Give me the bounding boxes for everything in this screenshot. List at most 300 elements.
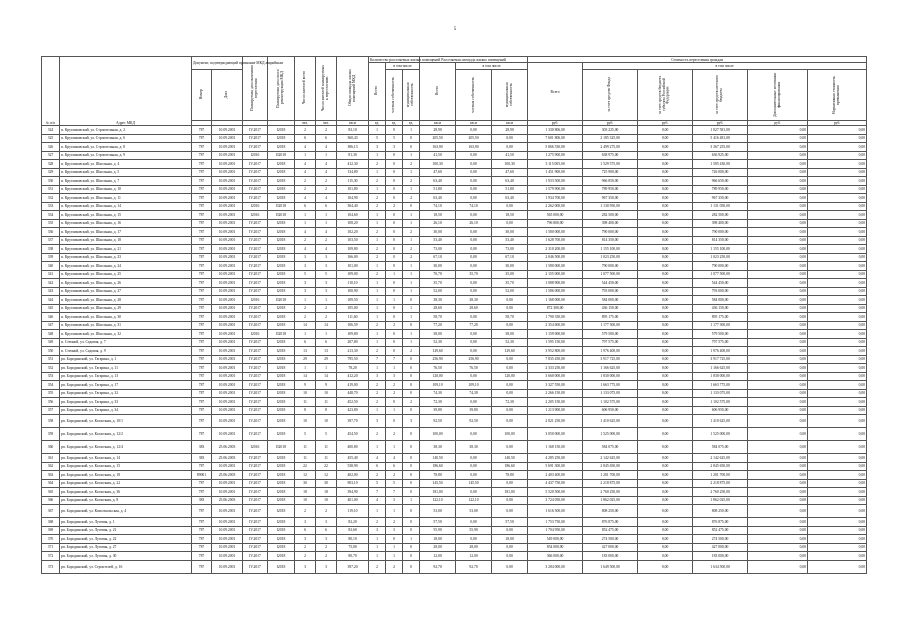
row-cost-budget-local: 1 023 250,00 bbox=[693, 253, 748, 262]
row-residents: 10 bbox=[295, 496, 316, 505]
row-doc-number: 787 bbox=[192, 552, 212, 561]
unit-cell: руб. bbox=[638, 121, 693, 126]
table-row bbox=[42, 389, 867, 398]
row-count-total: 2 bbox=[369, 560, 386, 573]
row-cost-total: 3 327 550,00 bbox=[528, 381, 583, 390]
row-residents-planned: 18 bbox=[316, 488, 337, 497]
row-residents: 2 bbox=[295, 313, 316, 322]
row-doc-date: 10.09.2001 bbox=[212, 355, 243, 364]
row-planned-date: IV.2017 bbox=[243, 287, 268, 296]
row-planned-date: IV.2017 bbox=[243, 270, 268, 279]
row-area-private: 12,00 bbox=[456, 552, 492, 561]
row-total-area: 213,30 bbox=[337, 347, 369, 356]
row-count-private: 1 bbox=[386, 543, 403, 552]
row-cost-budget-subject: 0,00 bbox=[638, 462, 693, 471]
row-count-private: 2 bbox=[386, 202, 403, 211]
row-number: 362 bbox=[42, 462, 60, 471]
row-cost-extra: 0,00 bbox=[748, 454, 808, 463]
row-area-private: 0,00 bbox=[456, 177, 492, 186]
row-count-private: 5 bbox=[386, 134, 403, 143]
row-area-total: 73,00 bbox=[420, 245, 456, 254]
row-cost-total: 1 790 350,00 bbox=[528, 313, 583, 322]
row-count-municipal: 0 bbox=[403, 543, 420, 552]
area-municipal-header: муниципальная собственность bbox=[492, 70, 528, 121]
row-cost-over: 0,00 bbox=[808, 415, 867, 428]
row-demolition-date: I2018 bbox=[268, 279, 295, 288]
row-cost-over: 0,00 bbox=[808, 560, 867, 573]
col-document-group-header: Документ, подтверждающий признание МКД аварийным bbox=[192, 57, 243, 70]
row-cost-budget-subject: 0,00 bbox=[638, 228, 693, 237]
row-number: 354 bbox=[42, 381, 60, 390]
row-doc-date: 10.09.2001 bbox=[212, 211, 243, 220]
row-count-total: 2 bbox=[369, 177, 386, 186]
row-doc-number: 787 bbox=[192, 535, 212, 544]
row-cost-over: 0,00 bbox=[808, 126, 867, 135]
row-count-private: 3 bbox=[386, 496, 403, 505]
row-count-total: 3 bbox=[369, 372, 386, 381]
unit-cell: кв.м bbox=[456, 121, 492, 126]
row-area-total: 92,50 bbox=[420, 415, 456, 428]
row-count-municipal: 0 bbox=[403, 479, 420, 488]
row-demolition-date: I2018 bbox=[268, 415, 295, 428]
row-count-municipal: 1 bbox=[403, 313, 420, 322]
row-cost-budget-local: 427 000,00 bbox=[693, 543, 748, 552]
row-cost-total: 1 704 950,00 bbox=[528, 526, 583, 535]
row-area-private: 0,00 bbox=[456, 253, 492, 262]
row-doc-number: 787 bbox=[192, 279, 212, 288]
row-area-total: 77,20 bbox=[420, 321, 456, 330]
table-row bbox=[42, 202, 867, 211]
row-address: рп. Бородинский, ул. Колхозная, д. 12/2 bbox=[60, 428, 192, 441]
unit-cell: кв.м bbox=[420, 121, 456, 126]
row-total-area: 104,60 bbox=[337, 211, 369, 220]
row-planned-date: IV.2017 bbox=[243, 338, 268, 347]
row-planned-date: IV.2017 bbox=[243, 143, 268, 152]
row-planned-date: I2016 bbox=[243, 441, 268, 454]
row-total-area: 412,20 bbox=[337, 372, 369, 381]
row-total-area: 75,00 bbox=[337, 543, 369, 552]
row-doc-number: 787 bbox=[192, 462, 212, 471]
row-area-private: 205,50 bbox=[456, 134, 492, 143]
row-address: п. Кругликовский, ул. Школьная, д. 27 bbox=[60, 287, 192, 296]
row-cost-extra: 0,00 bbox=[748, 505, 808, 518]
row-count-private: 3 bbox=[386, 372, 403, 381]
row-cost-budget-local: 584 075,00 bbox=[693, 441, 748, 454]
row-doc-date: 10.09.2001 bbox=[212, 236, 243, 245]
row-area-total: 72,30 bbox=[420, 398, 456, 407]
row-total-area: 166,00 bbox=[337, 253, 369, 262]
row-cost-over: 0,00 bbox=[808, 202, 867, 211]
row-address: п. Кругликовский, ул. Школьная, д. 26 bbox=[60, 279, 192, 288]
row-residents: 6 bbox=[295, 526, 316, 535]
row-address: п. Кругликовский, ул. Школьная, д. 21 bbox=[60, 245, 192, 254]
row-cost-extra: 0,00 bbox=[748, 262, 808, 271]
row-residents-planned: 22 bbox=[316, 462, 337, 471]
row-cost-budget-subject: 0,00 bbox=[638, 488, 693, 497]
row-number: 349 bbox=[42, 338, 60, 347]
row-doc-number: 787 bbox=[192, 287, 212, 296]
row-residents-planned: 8 bbox=[316, 406, 337, 415]
row-count-private: 0 bbox=[386, 330, 403, 339]
row-count-private: 0 bbox=[386, 126, 403, 135]
row-demolition-date: II2018 bbox=[268, 151, 295, 160]
row-cost-fund: 2 142 625,00 bbox=[583, 454, 638, 463]
row-total-area: 78,20 bbox=[337, 364, 369, 373]
row-count-private: 0 bbox=[386, 185, 403, 194]
row-cost-total: 4 285 250,00 bbox=[528, 454, 583, 463]
row-count-private: 1 bbox=[386, 270, 403, 279]
row-number: 332 bbox=[42, 194, 60, 203]
row-number: 342 bbox=[42, 279, 60, 288]
row-doc-date: 10.09.2001 bbox=[212, 462, 243, 471]
row-cost-extra: 0,00 bbox=[748, 219, 808, 228]
row-number: 341 bbox=[42, 270, 60, 279]
row-area-private: 0,00 bbox=[456, 194, 492, 203]
row-address: рп. Бородинский, ул. Гагарина, д. 17 bbox=[60, 381, 192, 390]
row-count-total: 1 bbox=[369, 338, 386, 347]
row-cost-extra: 0,00 bbox=[748, 304, 808, 313]
row-residents: 2 bbox=[295, 543, 316, 552]
row-total-area: 412,30 bbox=[337, 160, 369, 169]
row-cost-budget-subject: 0,00 bbox=[638, 560, 693, 573]
row-residents-planned: 30 bbox=[316, 479, 337, 488]
row-doc-number: 787 bbox=[192, 560, 212, 573]
row-doc-date: 10.09.2001 bbox=[212, 535, 243, 544]
row-count-municipal: 0 bbox=[403, 372, 420, 381]
row-area-private: 39,80 bbox=[456, 406, 492, 415]
row-cost-total: 1 753 750,00 bbox=[528, 518, 583, 527]
row-area-total: 122,10 bbox=[420, 496, 456, 505]
row-area-municipal: 0,00 bbox=[492, 560, 528, 573]
row-planned-date: IV.2017 bbox=[243, 518, 268, 527]
row-area-municipal: 0,00 bbox=[492, 202, 528, 211]
row-cost-over: 0,00 bbox=[808, 270, 867, 279]
row-residents-planned: 2 bbox=[316, 313, 337, 322]
row-count-private: 2 bbox=[386, 389, 403, 398]
row-cost-fund: 2 185 325,00 bbox=[583, 134, 638, 143]
row-area-private: 0,00 bbox=[456, 168, 492, 177]
row-cost-budget-subject: 0,00 bbox=[638, 441, 693, 454]
row-residents: 1 bbox=[295, 219, 316, 228]
row-cost-total: 2 046 500,00 bbox=[528, 253, 583, 262]
row-address: п. Кругликовский, ул. Школьная, д. 7 bbox=[60, 177, 192, 186]
table-row bbox=[42, 185, 867, 194]
row-planned-date: IV.2017 bbox=[243, 471, 268, 480]
row-cost-total: 2 333 250,00 bbox=[528, 364, 583, 373]
col-planned-demolition-header: Планируемая дата сноса/реконструкции МКД bbox=[268, 57, 295, 121]
register-rows bbox=[42, 126, 867, 574]
row-cost-total: 1 213 900,00 bbox=[528, 406, 583, 415]
row-doc-date: 10.09.2001 bbox=[212, 488, 243, 497]
row-area-total: 100,30 bbox=[420, 160, 456, 169]
row-count-municipal: 0 bbox=[403, 296, 420, 305]
row-area-total: 74,30 bbox=[420, 389, 456, 398]
row-residents-planned: 12 bbox=[316, 471, 337, 480]
row-address: рп. Бородинский, ул. Колхозная, д. 18 bbox=[60, 471, 192, 480]
row-doc-date: 10.09.2001 bbox=[212, 552, 243, 561]
row-cost-budget-subject: 0,00 bbox=[638, 185, 693, 194]
row-count-municipal: 0 bbox=[403, 202, 420, 211]
row-residents: 11 bbox=[295, 454, 316, 463]
row-residents-planned: 10 bbox=[316, 496, 337, 505]
row-count-municipal: 1 bbox=[403, 168, 420, 177]
row-residents: 1 bbox=[295, 211, 316, 220]
row-count-total: 7 bbox=[369, 355, 386, 364]
row-count-total: 1 bbox=[369, 313, 386, 322]
row-planned-date: I2016 bbox=[243, 296, 268, 305]
row-area-private: 0,00 bbox=[456, 151, 492, 160]
col-total-area-header: Общая площадь жилых помещений МКД bbox=[337, 57, 369, 121]
row-cost-budget-subject: 0,00 bbox=[638, 428, 693, 441]
row-area-private: 0,00 bbox=[456, 245, 492, 254]
row-number: 340 bbox=[42, 262, 60, 271]
cost-fund-header: за счет средств Фонда bbox=[583, 70, 638, 121]
row-number: 360 bbox=[42, 441, 60, 454]
row-address: рп. Бородинский, ул. Строителей, д. 16 bbox=[60, 560, 192, 573]
row-cost-budget-local: 2 760 250,00 bbox=[693, 488, 748, 497]
row-residents: 10 bbox=[295, 415, 316, 428]
row-count-total: 1 bbox=[369, 441, 386, 454]
row-area-municipal: 140,50 bbox=[492, 454, 528, 463]
row-total-area: 81,30 bbox=[337, 151, 369, 160]
row-demolition-date: I2018 bbox=[268, 535, 295, 544]
row-cost-budget-local: 852 475,00 bbox=[693, 526, 748, 535]
row-cost-budget-local: 1 133 075,00 bbox=[693, 389, 748, 398]
row-doc-number: 787 bbox=[192, 134, 212, 143]
row-count-total: 2 bbox=[369, 518, 386, 527]
row-total-area: 100,90 bbox=[337, 287, 369, 296]
row-count-total: 1 bbox=[369, 185, 386, 194]
row-cost-over: 0,00 bbox=[808, 535, 867, 544]
row-count-private: 5 bbox=[386, 479, 403, 488]
row-area-private: 0,00 bbox=[456, 338, 492, 347]
row-count-private: 0 bbox=[386, 287, 403, 296]
row-number: 338 bbox=[42, 245, 60, 254]
row-residents: 5 bbox=[295, 270, 316, 279]
row-residents: 3 bbox=[295, 279, 316, 288]
row-address: п. Кругликовский, ул. Строительная, д. 9 bbox=[60, 151, 192, 160]
row-residents: 29 bbox=[295, 355, 316, 364]
row-doc-date: 10.09.2001 bbox=[212, 543, 243, 552]
row-residents: 4 bbox=[295, 143, 316, 152]
row-area-private: 0,00 bbox=[456, 287, 492, 296]
row-number: 333 bbox=[42, 202, 60, 211]
row-cost-budget-subject: 0,00 bbox=[638, 296, 693, 305]
row-area-private: 35,70 bbox=[456, 270, 492, 279]
row-residents: 4 bbox=[295, 160, 316, 169]
row-residents: 14 bbox=[295, 321, 316, 330]
row-residents: 13 bbox=[295, 347, 316, 356]
row-cost-budget-subject: 0,00 bbox=[638, 219, 693, 228]
row-doc-number: 787 bbox=[192, 406, 212, 415]
row-residents-planned: 3 bbox=[316, 560, 337, 573]
row-residents: 3 bbox=[295, 253, 316, 262]
row-address: рп. Бородинский, ул. Гагарина, д. 32 bbox=[60, 389, 192, 398]
row-area-total: 51,80 bbox=[420, 185, 456, 194]
row-area-municipal: 0,00 bbox=[492, 321, 528, 330]
row-cost-total: 5 691 300,00 bbox=[528, 462, 583, 471]
row-residents: 1 bbox=[295, 364, 316, 373]
row-doc-date: 10.09.2001 bbox=[212, 270, 243, 279]
row-address: рп. Бородинский, ул. Колхозная, д. 12/4 bbox=[60, 441, 192, 454]
count-group-header: Количество расселяемых жилых помещений bbox=[370, 57, 441, 62]
row-cost-extra: 0,00 bbox=[748, 253, 808, 262]
row-count-municipal: 1 bbox=[403, 338, 420, 347]
row-address: п. Кругликовский, ул. Школьная, д. 24 bbox=[60, 262, 192, 271]
row-residents: 12 bbox=[295, 471, 316, 480]
row-area-private: 38,30 bbox=[456, 441, 492, 454]
row-address: рп. Бородинский, ул. Гагарина, д. 13 bbox=[60, 372, 192, 381]
table-row bbox=[42, 151, 867, 160]
row-residents-planned: 11 bbox=[316, 398, 337, 407]
row-address: п. Кругликовский, ул. Школьная, д. 5 bbox=[60, 168, 192, 177]
row-planned-date: IV.2017 bbox=[243, 321, 268, 330]
row-number: 359 bbox=[42, 428, 60, 441]
row-cost-total: 2 262 000,00 bbox=[528, 202, 583, 211]
row-count-municipal: 1 bbox=[403, 219, 420, 228]
row-count-private: 0 bbox=[386, 168, 403, 177]
row-residents-planned: 2 bbox=[316, 126, 337, 135]
row-total-area: 454,50 bbox=[337, 428, 369, 441]
row-cost-budget-local: 1 201 700,00 bbox=[693, 471, 748, 480]
row-cost-budget-local: 790 000,00 bbox=[693, 262, 748, 271]
row-demolition-date: I2018 bbox=[268, 488, 295, 497]
row-total-area: 397,70 bbox=[337, 415, 369, 428]
row-cost-fund: 1 177 300,00 bbox=[583, 321, 638, 330]
row-total-area: 795,50 bbox=[337, 355, 369, 364]
row-doc-number: 787 bbox=[192, 415, 212, 428]
row-count-private: 7 bbox=[386, 488, 403, 497]
row-residents: 5 bbox=[295, 428, 316, 441]
row-residents-planned: 2 bbox=[316, 177, 337, 186]
row-cost-total: 4 437 750,00 bbox=[528, 479, 583, 488]
row-cost-budget-local: 5 416 481,00 bbox=[693, 134, 748, 143]
row-number: 371 bbox=[42, 543, 60, 552]
row-cost-over: 0,00 bbox=[808, 355, 867, 364]
row-residents: 2 bbox=[295, 177, 316, 186]
row-area-private: 145,50 bbox=[456, 479, 492, 488]
row-area-total: 186,60 bbox=[420, 462, 456, 471]
row-doc-date: 10.09.2001 bbox=[212, 185, 243, 194]
row-planned-date: IV.2017 bbox=[243, 488, 268, 497]
unit-cell: ед. bbox=[369, 121, 386, 126]
row-count-total: 4 bbox=[369, 496, 386, 505]
table-row bbox=[42, 194, 867, 203]
row-count-total: 1 bbox=[369, 211, 386, 220]
row-area-municipal: 72,30 bbox=[492, 398, 528, 407]
row-cost-budget-subject: 0,00 bbox=[638, 151, 693, 160]
row-count-municipal: 0 bbox=[403, 462, 420, 471]
row-residents-planned: 3 bbox=[316, 253, 337, 262]
row-area-municipal: 78,80 bbox=[492, 471, 528, 480]
row-area-total: 28,90 bbox=[420, 126, 456, 135]
row-cost-total: 2 403 400,00 bbox=[528, 471, 583, 480]
row-count-total: 6 bbox=[369, 462, 386, 471]
row-doc-date: 10.09.2001 bbox=[212, 560, 243, 573]
table-row bbox=[42, 479, 867, 488]
row-count-municipal: 1 bbox=[403, 535, 420, 544]
table-row bbox=[42, 321, 867, 330]
table-row bbox=[42, 279, 867, 288]
row-cost-extra: 0,00 bbox=[748, 518, 808, 527]
row-cost-total: 2 205 150,00 bbox=[528, 398, 583, 407]
row-total-area: 119,10 bbox=[337, 505, 369, 518]
row-address: п. Кругликовский, ул. Школьная, д. 32 bbox=[60, 330, 192, 339]
row-demolition-date: I2018 bbox=[268, 381, 295, 390]
row-count-municipal: 2 bbox=[403, 347, 420, 356]
row-cost-total: 1 934 700,00 bbox=[528, 194, 583, 203]
row-area-total: 58,70 bbox=[420, 313, 456, 322]
col-planned-date-header: Планируемая дата окончания переселения bbox=[243, 57, 268, 121]
row-residents-planned: 3 bbox=[316, 262, 337, 271]
row-doc-date: 10.09.2001 bbox=[212, 415, 243, 428]
row-count-municipal: 0 bbox=[403, 364, 420, 373]
row-cost-budget-local: 1 862 025,00 bbox=[693, 496, 748, 505]
row-count-total: 1 bbox=[369, 219, 386, 228]
row-count-municipal: 2 bbox=[403, 160, 420, 169]
cost-total-header: Всего bbox=[528, 63, 583, 121]
row-demolition-date: I2018 bbox=[268, 389, 295, 398]
row-count-total: 2 bbox=[369, 194, 386, 203]
row-address: п. Кругликовский, ул. Школьная, д. 17 bbox=[60, 228, 192, 237]
row-area-total: 18,50 bbox=[420, 211, 456, 220]
row-number: 368 bbox=[42, 518, 60, 527]
row-planned-date: IV.2017 bbox=[243, 185, 268, 194]
row-planned-date: IV.2017 bbox=[243, 245, 268, 254]
row-count-municipal: 1 bbox=[403, 236, 420, 245]
row-cost-extra: 0,00 bbox=[748, 160, 808, 169]
row-cost-over: 0,00 bbox=[808, 185, 867, 194]
row-doc-number: 787 bbox=[192, 518, 212, 527]
row-cost-extra: 0,00 bbox=[748, 560, 808, 573]
row-residents-planned: 6 bbox=[316, 134, 337, 143]
row-cost-budget-local: 1 830 000,00 bbox=[693, 372, 748, 381]
row-doc-number: 787 bbox=[192, 543, 212, 552]
row-count-total: 1 bbox=[369, 552, 386, 561]
row-count-total: 3 bbox=[369, 526, 386, 535]
row-cost-extra: 0,00 bbox=[748, 364, 808, 373]
row-area-total: 26,10 bbox=[420, 219, 456, 228]
row-address: п. Кругликовский, ул. Школьная, д. 16 bbox=[60, 219, 192, 228]
row-cost-over: 0,00 bbox=[808, 313, 867, 322]
unit-cell: руб. bbox=[748, 121, 808, 126]
row-doc-number: 787 bbox=[192, 236, 212, 245]
row-doc-date: 10.09.2001 bbox=[212, 202, 243, 211]
row-area-private: 0,00 bbox=[456, 228, 492, 237]
resettlement-register bbox=[41, 56, 865, 574]
row-cost-fund: 1 102 575,00 bbox=[583, 398, 638, 407]
row-number: 366 bbox=[42, 496, 60, 505]
table-row bbox=[42, 552, 867, 561]
row-cost-over: 0,00 bbox=[808, 454, 867, 463]
table-row bbox=[42, 262, 867, 271]
row-residents-planned: 4 bbox=[316, 228, 337, 237]
row-demolition-date: I2018 bbox=[268, 126, 295, 135]
row-count-private: 1 bbox=[386, 505, 403, 518]
row-count-private: 0 bbox=[386, 253, 403, 262]
row-cost-extra: 0,00 bbox=[748, 338, 808, 347]
row-area-private: 0,00 bbox=[456, 236, 492, 245]
row-cost-extra: 0,00 bbox=[748, 552, 808, 561]
row-cost-budget-local: 3 367 255,00 bbox=[693, 143, 748, 152]
row-area-private: 109,10 bbox=[456, 381, 492, 390]
row-count-total: 1 bbox=[369, 236, 386, 245]
row-count-municipal: 2 bbox=[403, 194, 420, 203]
table-row bbox=[42, 488, 867, 497]
row-area-private: 0,00 bbox=[456, 372, 492, 381]
row-cost-total: 1 275 900,00 bbox=[528, 151, 583, 160]
col-residents-header: Число жителей всего bbox=[295, 57, 316, 121]
